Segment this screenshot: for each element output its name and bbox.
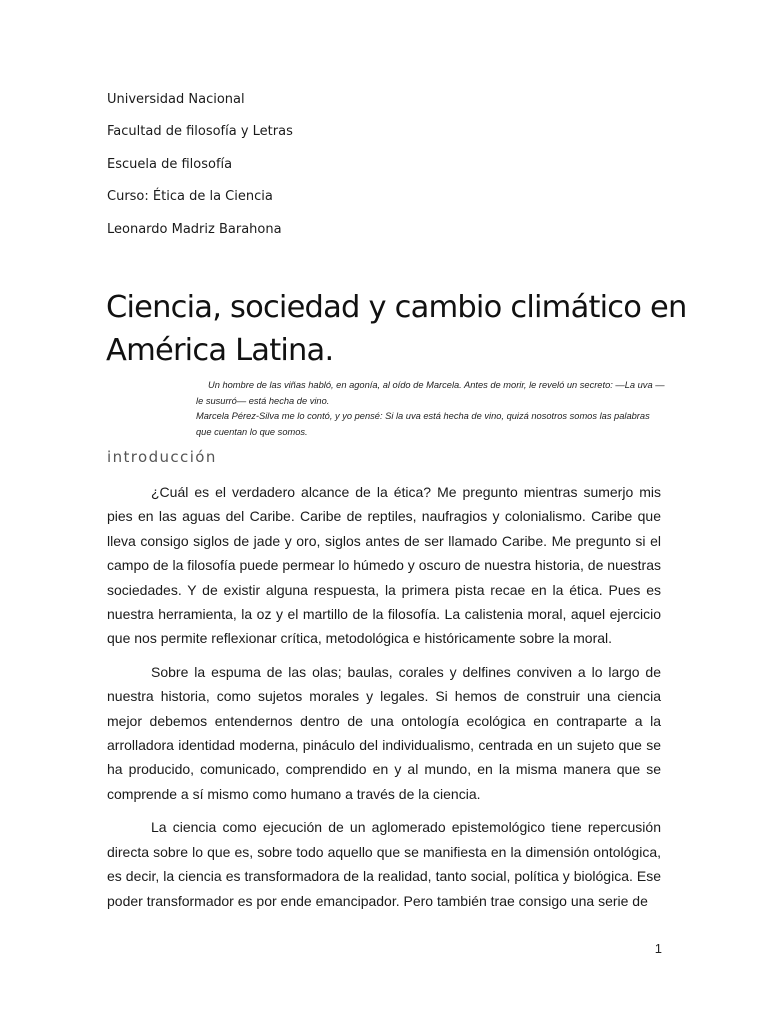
header-university: Universidad Nacional [107,92,245,107]
epigraph-paragraph: Un hombre de las viñas habló, en agonía, al oído de Marcela. Antes de morir, le reveló un secreto: —La uva —le susurró— está hecha de vino. [196,380,665,406]
header-faculty: Facultad de filosofía y Letras [107,124,293,140]
body-paragraph: Sobre la espuma de las olas; baulas, corales y delfines conviven a lo largo de nuestra historia, como sujetos morales y legales. Si hemos de construir una ciencia mejor debemos entendernos dentro de una ontología ecológica en contraparte a la arrolladora identidad moderna, pináculo del individualismo, centrada en un sujeto que se ha producido, comunicado, comprendido en y al mundo, en la misma manera que se comprende a sí mismo como humano a través de la ciencia. [107,663,661,802]
body-paragraph: ¿Cuál es el verdadero alcance de la ética? Me pregunto mientras sumerjo mis pies en las aguas del Caribe. Caribe de reptiles, naufragios y colonialismo. Caribe que lleva consigo siglos de jade y oro, siglos antes de ser llamado Caribe. Me pregunto si el campo de la filosofía puede permear lo húmedo y oscuro de nuestra historia, de nuestras sociedades. Y de existir alguna respuesta, la primera pista recae en la ética. Pues es nuestra herramienta, la oz y el martillo de la filosofía. La calistenia moral, aquel ejercicio que nos permite reflexionar crítica, metodológica e históricamente sobre la moral. [107,484,661,647]
header-course: Curso: Ética de la Ciencia [107,189,273,205]
body-text [107,480,661,922]
section-heading: introducción [107,448,217,466]
page-number: 1 [654,941,662,956]
header-author: Leonardo Madriz Barahona [107,221,282,237]
document-title: Ciencia, sociedad y cambio climático en América Latina. [106,290,687,368]
header-school: Escuela de filosofía [107,156,233,172]
body-paragraph: La ciencia como ejecución de un aglomerado epistemológico tiene repercusión directa sobre lo que es, sobre todo aquello que se manifiesta en la dimensión ontológica, es decir, la ciencia es transformadora de la realidad, tanto social, política y biológica. Ese poder transformador es por ende emancipador. Pero también trae consigo una serie de [107,819,661,909]
epigraph [196,378,666,440]
epigraph-paragraph: Marcela Pérez-Silva me lo contó, y yo pensé: Si la uva está hecha de vino, quizá nosotros somos las palabras que cuentan lo que somos. [196,411,650,437]
document-header [107,92,293,254]
